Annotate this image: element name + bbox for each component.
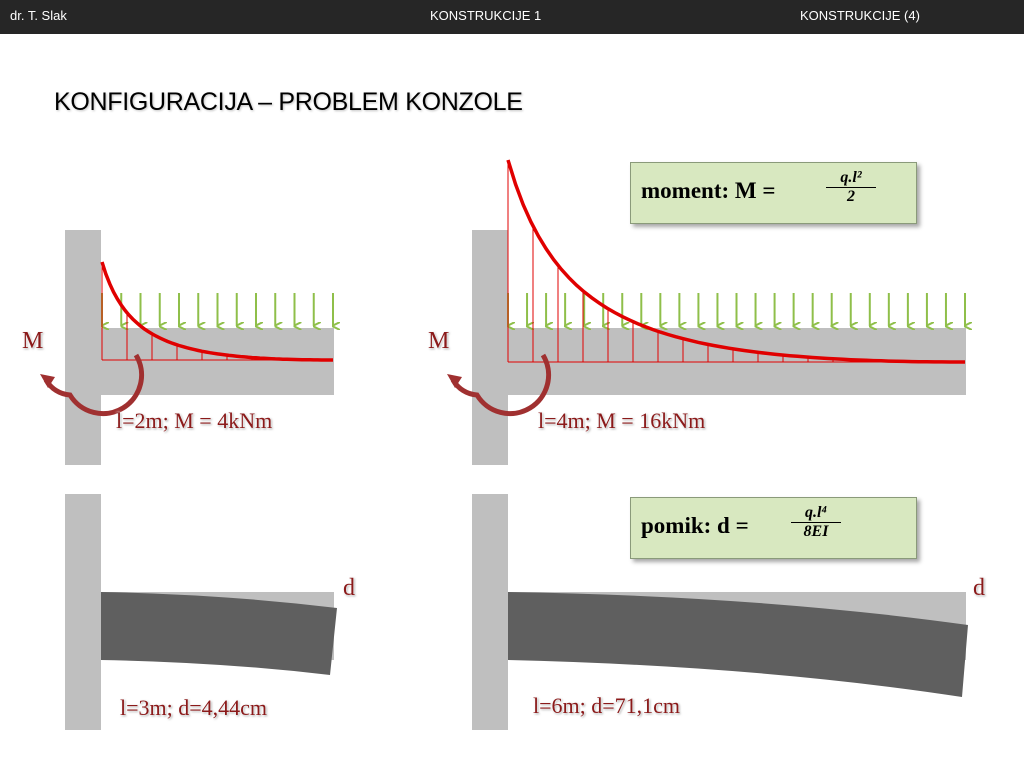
deflection-symbol-label: d xyxy=(343,575,355,601)
moment-formula-box xyxy=(630,162,917,224)
case-1-label: l=2m; M = 4kNm xyxy=(116,408,273,433)
wall-support xyxy=(472,494,508,730)
case-3-label: l=3m; d=4,44cm xyxy=(120,695,268,720)
author-text: dr. T. Slak xyxy=(10,8,67,23)
deflection-symbol-label: d xyxy=(973,575,985,601)
course-text: KONSTRUKCIJE 1 xyxy=(430,8,542,23)
moment-formula-prefix: moment: M = xyxy=(641,178,776,203)
deformed-beam xyxy=(101,592,337,675)
moment-formula-denominator: 2 xyxy=(847,188,855,205)
deflection-formula-fraction xyxy=(791,504,841,541)
deflection-formula-prefix: pomik: d = xyxy=(641,513,749,538)
moment-formula-fraction xyxy=(826,169,876,206)
moment-symbol-label: M xyxy=(428,328,450,354)
distributed-load-arrows xyxy=(508,293,965,326)
moment-symbol-label: M xyxy=(22,328,44,354)
moment-formula-numerator: q.l² xyxy=(826,169,876,188)
deflection-formula-box xyxy=(630,497,917,559)
wall-support xyxy=(65,494,101,730)
case-2-label: l=4m; M = 16kNm xyxy=(538,408,706,433)
deflection-formula-denominator: 8EI xyxy=(803,523,829,540)
slide-title: KONFIGURACIJA – PROBLEM KONZOLE xyxy=(54,88,523,116)
deflection-formula-numerator: q.l⁴ xyxy=(791,504,841,523)
wall-support xyxy=(65,230,101,465)
case-4-label: l=6m; d=71,1cm xyxy=(533,693,681,718)
cantilever-beam xyxy=(101,328,334,395)
section-text: KONSTRUKCIJE (4) xyxy=(800,8,920,23)
wall-support xyxy=(472,230,508,465)
